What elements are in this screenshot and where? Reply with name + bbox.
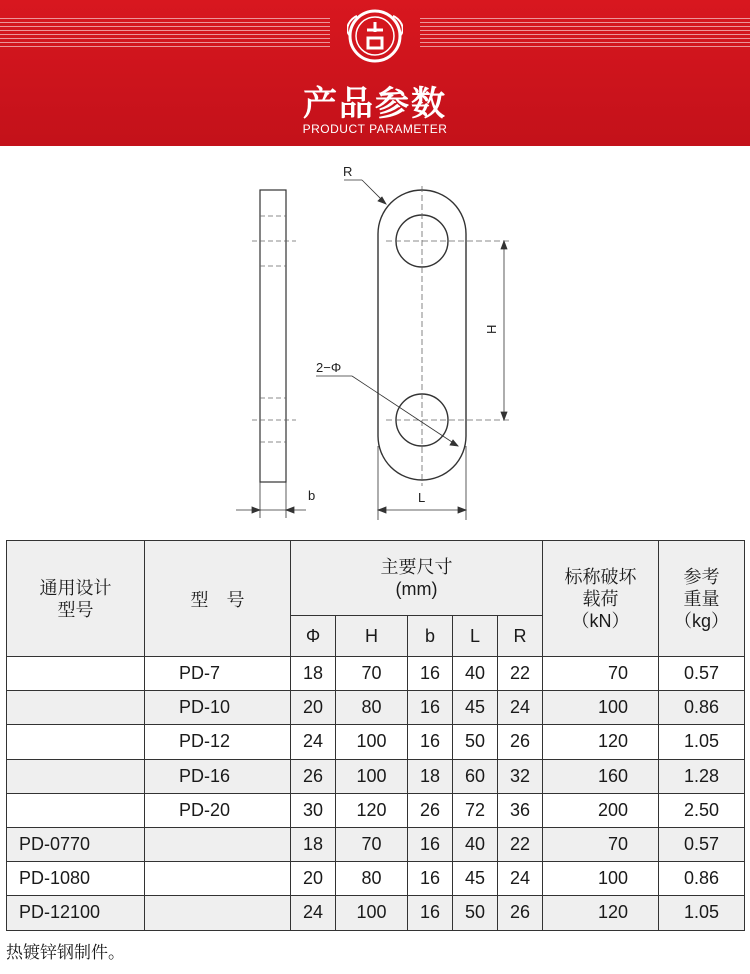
col-R: R	[498, 616, 543, 657]
cell-weight: 0.57	[659, 827, 745, 861]
cell-model: PD-12	[145, 725, 291, 759]
col-main-dims	[291, 541, 543, 616]
b-dimension	[236, 482, 306, 518]
cell-phi: 18	[291, 827, 336, 861]
col-main-dims-line1: 主要尺寸	[380, 557, 453, 577]
cell-design	[7, 759, 145, 793]
label-H: H	[484, 324, 499, 334]
cell-model	[145, 827, 291, 861]
cell-model: PD-20	[145, 793, 291, 827]
cell-phi: 30	[291, 793, 336, 827]
cell-b: 16	[408, 657, 453, 691]
cell-load: 160	[543, 759, 659, 793]
cell-R: 32	[498, 759, 543, 793]
header-banner	[0, 0, 750, 146]
cell-load: 70	[543, 827, 659, 861]
cell-phi: 20	[291, 862, 336, 896]
cell-design	[7, 725, 145, 759]
cell-weight: 0.86	[659, 691, 745, 725]
col-load	[543, 541, 659, 657]
table-row	[7, 657, 745, 691]
cell-load: 70	[543, 657, 659, 691]
col-load-line3: （kN）	[571, 610, 630, 631]
cell-weight: 1.05	[659, 725, 745, 759]
cell-R: 24	[498, 862, 543, 896]
col-weight	[659, 541, 745, 657]
cell-phi: 18	[291, 657, 336, 691]
cell-R: 24	[498, 691, 543, 725]
cell-model	[145, 896, 291, 930]
col-L: L	[453, 616, 498, 657]
cell-design	[7, 691, 145, 725]
cell-b: 16	[408, 827, 453, 861]
cell-b: 26	[408, 793, 453, 827]
cell-H: 100	[336, 759, 408, 793]
banner-stripes-right	[420, 18, 750, 48]
spec-table	[6, 540, 745, 931]
col-main-dims-line2: (mm)	[395, 579, 438, 599]
cell-phi: 24	[291, 896, 336, 930]
col-design-model-line2: 型号	[57, 599, 94, 620]
cell-R: 26	[498, 896, 543, 930]
cell-model: PD-10	[145, 691, 291, 725]
cell-design: PD-0770	[7, 827, 145, 861]
cell-b: 16	[408, 691, 453, 725]
label-R: R	[343, 164, 353, 179]
cell-phi: 24	[291, 725, 336, 759]
h-dimension	[501, 241, 507, 420]
cell-H: 80	[336, 691, 408, 725]
cell-load: 120	[543, 896, 659, 930]
cell-weight: 2.50	[659, 793, 745, 827]
cell-weight: 1.05	[659, 896, 745, 930]
cell-H: 80	[336, 862, 408, 896]
circular-brand-emblem-icon	[347, 8, 403, 64]
hole-leader	[316, 376, 458, 446]
cell-b: 16	[408, 896, 453, 930]
center-lines	[386, 186, 512, 486]
cell-b: 18	[408, 759, 453, 793]
table-row	[7, 691, 745, 725]
technical-drawing	[0, 146, 750, 530]
r-leader	[344, 180, 386, 204]
cell-R: 22	[498, 827, 543, 861]
table-row	[7, 896, 745, 930]
col-load-line1: 标称破坏	[564, 566, 637, 587]
cell-load: 120	[543, 725, 659, 759]
cell-L: 50	[453, 725, 498, 759]
cell-L: 45	[453, 691, 498, 725]
cell-phi: 20	[291, 691, 336, 725]
cell-L: 50	[453, 896, 498, 930]
col-weight-line2: 重量	[683, 588, 720, 609]
cell-H: 70	[336, 827, 408, 861]
col-design-model	[7, 541, 145, 657]
cell-load: 200	[543, 793, 659, 827]
cell-R: 36	[498, 793, 543, 827]
cell-design	[7, 793, 145, 827]
col-design-model-line1: 通用设计	[39, 577, 112, 598]
table-row	[7, 759, 745, 793]
table-row	[7, 725, 745, 759]
table-row	[7, 827, 745, 861]
cell-model	[145, 862, 291, 896]
cell-H: 120	[336, 793, 408, 827]
cell-L: 40	[453, 827, 498, 861]
col-load-line2: 载荷	[582, 588, 619, 609]
side-view-plate	[260, 190, 286, 482]
cell-weight: 0.86	[659, 862, 745, 896]
cell-load: 100	[543, 691, 659, 725]
cell-model: PD-16	[145, 759, 291, 793]
cell-b: 16	[408, 862, 453, 896]
footnote: 热镀锌钢制件。	[6, 943, 125, 962]
cell-load: 100	[543, 862, 659, 896]
col-model: 型 号	[145, 541, 291, 657]
label-L: L	[418, 490, 426, 505]
cell-H: 70	[336, 657, 408, 691]
cell-weight: 1.28	[659, 759, 745, 793]
cell-R: 26	[498, 725, 543, 759]
col-weight-line1: 参考	[683, 566, 720, 587]
cell-L: 72	[453, 793, 498, 827]
cell-H: 100	[336, 896, 408, 930]
cell-L: 45	[453, 862, 498, 896]
banner-stripes-left	[0, 18, 330, 48]
col-H: H	[336, 616, 408, 657]
table-row	[7, 862, 745, 896]
page-subtitle: PRODUCT PARAMETER	[302, 122, 448, 136]
cell-L: 60	[453, 759, 498, 793]
cell-design	[7, 657, 145, 691]
cell-b: 16	[408, 725, 453, 759]
label-b: b	[308, 488, 316, 503]
cell-design: PD-1080	[7, 862, 145, 896]
cell-design: PD-12100	[7, 896, 145, 930]
table-row	[7, 793, 745, 827]
cell-weight: 0.57	[659, 657, 745, 691]
side-view-hidden-lines	[252, 216, 296, 442]
col-phi: Φ	[291, 616, 336, 657]
label-hole: 2−Φ	[316, 360, 342, 375]
col-b: b	[408, 616, 453, 657]
cell-H: 100	[336, 725, 408, 759]
cell-model: PD-7	[145, 657, 291, 691]
cell-R: 22	[498, 657, 543, 691]
col-weight-line3: （kg）	[674, 610, 730, 631]
page-title: 产品参数	[303, 84, 447, 124]
cell-phi: 26	[291, 759, 336, 793]
cell-L: 40	[453, 657, 498, 691]
